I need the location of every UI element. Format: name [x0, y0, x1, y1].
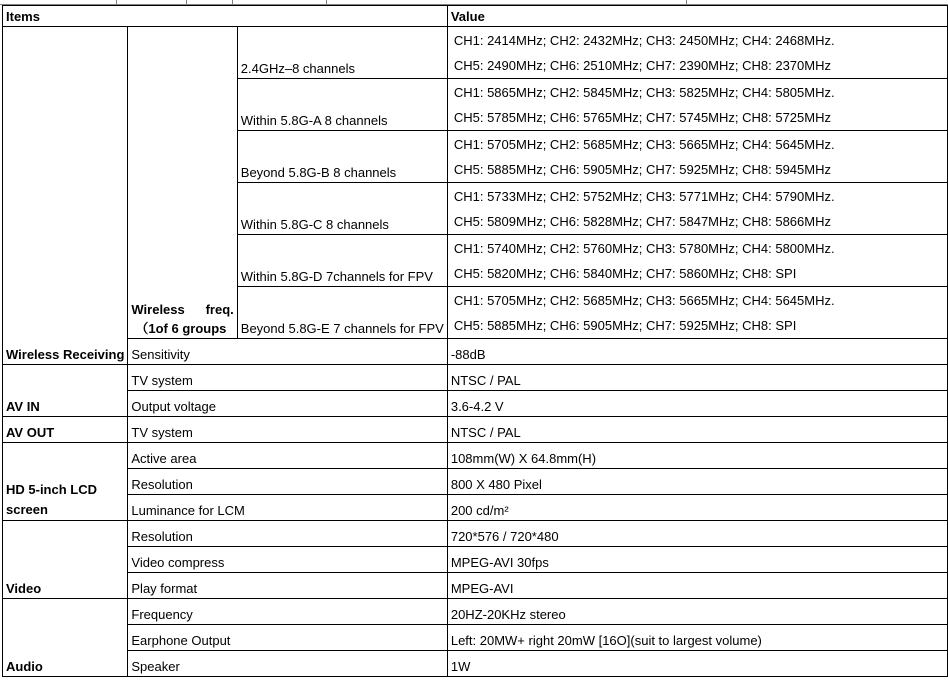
band-values [447, 27, 947, 79]
channel-line-1: CH1: 5705MHz; CH2: 5685MHz; CH3: 5665MHz; CH4: 5645MHz. [453, 293, 835, 308]
sensitivity-row [3, 339, 948, 365]
band-label: Beyond 5.8G-E 7 channels for FPV [237, 287, 447, 339]
video-row-1 [3, 521, 948, 547]
audio-row-2 [3, 625, 948, 651]
channel-line-1: CH1: 2414MHz; CH2: 2432MHz; CH3: 2450MHz; CH4: 2468MHz. [453, 33, 835, 48]
item-label: Video compress [128, 547, 447, 573]
item-value: NTSC / PAL [447, 365, 947, 391]
item-value: 3.6-4.2 V [447, 391, 947, 417]
channel-line-2: CH5: 5809MHz; CH6: 5828MHz; CH7: 5847MHz; CH8: 5866MHz [453, 214, 831, 229]
band-label: Within 5.8G-D 7channels for FPV [237, 235, 447, 287]
item-label: TV system [128, 417, 447, 443]
channel-line-2: CH5: 5885MHz; CH6: 5905MHz; CH7: 5925MHz; CH8: 5945MHz [453, 162, 831, 177]
item-label: Resolution [128, 469, 447, 495]
band-label: Within 5.8G-C 8 channels [237, 183, 447, 235]
header-items: Items [3, 6, 448, 27]
item-value: MPEG-AVI 30fps [447, 547, 947, 573]
lcd-row-1 [3, 443, 948, 469]
av-in-row-1 [3, 365, 948, 391]
band-label: Beyond 5.8G-B 8 channels [237, 131, 447, 183]
band-values [447, 131, 947, 183]
category-wireless-receiving: Wireless Receiving [3, 27, 128, 365]
channel-line-1: CH1: 5733MHz; CH2: 5752MHz; CH3: 5771MHz; CH4: 5790MHz. [453, 189, 835, 204]
band-values [447, 287, 947, 339]
av-out-row-1 [3, 417, 948, 443]
video-row-2 [3, 547, 948, 573]
channel-line-1: CH1: 5705MHz; CH2: 5685MHz; CH3: 5665MHz; CH4: 5645MHz. [453, 137, 835, 152]
band-values [447, 235, 947, 287]
band-label: Within 5.8G-A 8 channels [237, 79, 447, 131]
channel-line-1: CH1: 5865MHz; CH2: 5845MHz; CH3: 5825MHz; CH4: 5805MHz. [453, 85, 835, 100]
category-video: Video [3, 521, 128, 599]
spec-table [2, 5, 948, 677]
category-av-out: AV OUT [3, 417, 128, 443]
channel-line-2: CH5: 5820MHz; CH6: 5840MHz; CH7: 5860MHz; CH8: SPI [453, 266, 797, 281]
item-value: Left: 20MW+ right 20mW [16O](suit to largest volume) [447, 625, 947, 651]
item-label: Speaker [128, 651, 447, 677]
item-label: TV system [128, 365, 447, 391]
band-label: 2.4GHz–8 channels [237, 27, 447, 79]
item-value: 108mm(W) X 64.8mm(H) [447, 443, 947, 469]
channel-line-1: CH1: 5740MHz; CH2: 5760MHz; CH3: 5780MHz; CH4: 5800MHz. [453, 241, 835, 256]
wireless-freq-group [128, 27, 237, 339]
wireless-row-1 [3, 27, 948, 79]
header-value: Value [447, 6, 947, 27]
band-values [447, 79, 947, 131]
sensitivity-value: -88dB [447, 339, 947, 365]
item-value: 20HZ-20KHz stereo [447, 599, 947, 625]
lcd-row-2 [3, 469, 948, 495]
header-row [3, 6, 948, 27]
item-label: Play format [128, 573, 447, 599]
sensitivity-label: Sensitivity [128, 339, 447, 365]
channel-line-2: CH5: 5885MHz; CH6: 5905MHz; CH7: 5925MHz; CH8: SPI [453, 318, 797, 333]
audio-row-1 [3, 599, 948, 625]
item-label: Luminance for LCM [128, 495, 447, 521]
item-value: 720*576 / 720*480 [447, 521, 947, 547]
item-value: MPEG-AVI [447, 573, 947, 599]
item-label: Earphone Output [128, 625, 447, 651]
wireless-freq-label: Wireless freq. [131, 302, 234, 317]
category-lcd-screen: HD 5-inch LCD screen [3, 443, 128, 521]
item-value: 800 X 480 Pixel [447, 469, 947, 495]
wireless-groups-label: （1of 6 groups [135, 321, 227, 336]
item-value: NTSC / PAL [447, 417, 947, 443]
channel-line-2: CH5: 5785MHz; CH6: 5765MHz; CH7: 5745MHz; CH8: 5725MHz [453, 110, 831, 125]
item-value: 200 cd/m² [447, 495, 947, 521]
channel-line-2: CH5: 2490MHz; CH6: 2510MHz; CH7: 2390MHz; CH8: 2370MHz [453, 58, 831, 73]
lcd-row-3 [3, 495, 948, 521]
item-label: Frequency [128, 599, 447, 625]
category-audio: Audio [3, 599, 128, 677]
audio-row-3 [3, 651, 948, 677]
category-av-in: AV IN [3, 365, 128, 417]
video-row-3 [3, 573, 948, 599]
item-value: 1W [447, 651, 947, 677]
band-values [447, 183, 947, 235]
av-in-row-2 [3, 391, 948, 417]
item-label: Active area [128, 443, 447, 469]
item-label: Resolution [128, 521, 447, 547]
item-label: Output voltage [128, 391, 447, 417]
